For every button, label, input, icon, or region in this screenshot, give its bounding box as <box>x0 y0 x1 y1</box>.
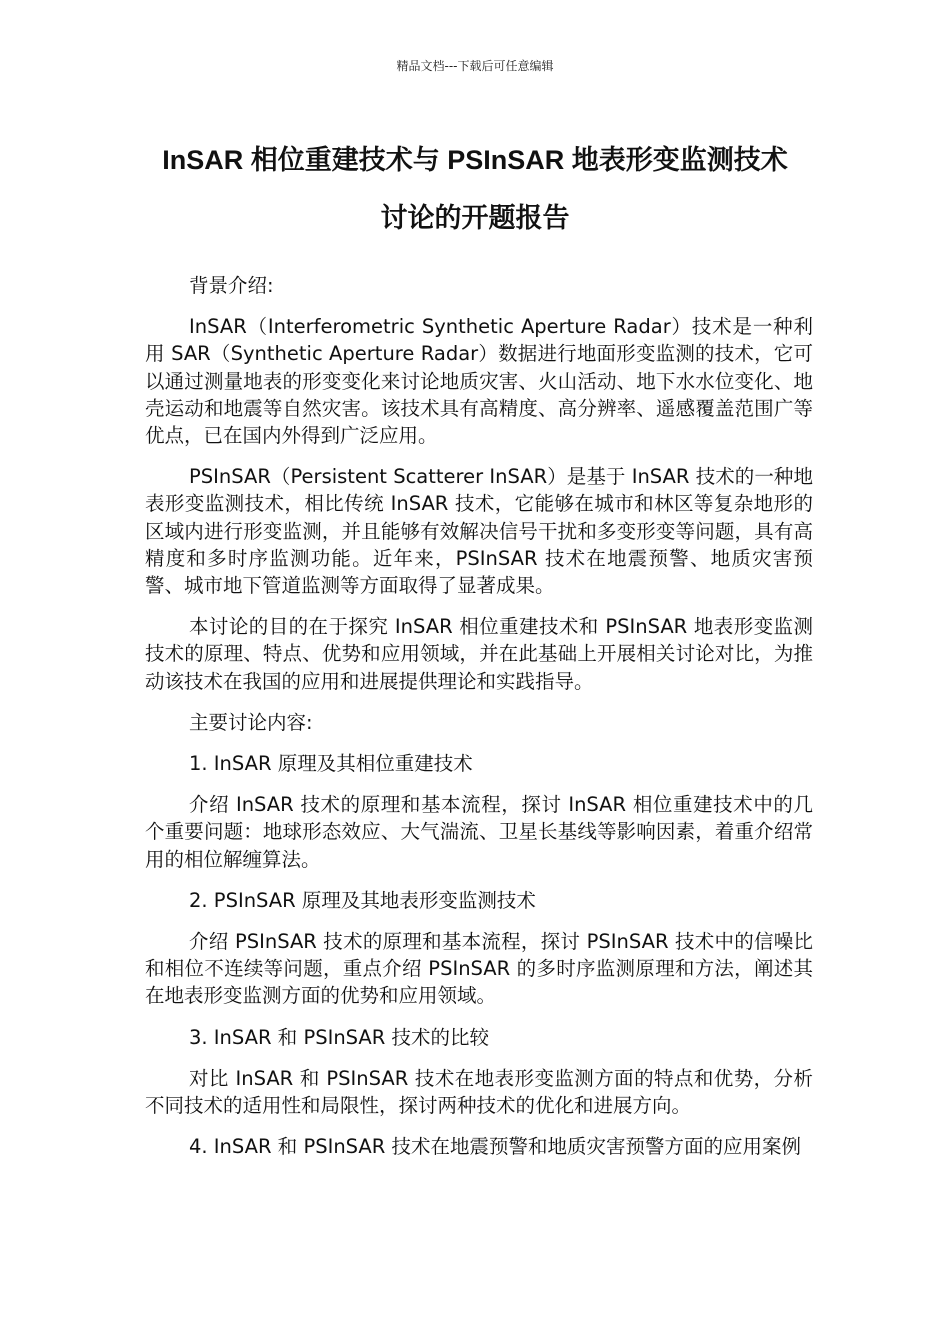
document-body <box>145 272 813 1174</box>
paragraph-psinsar-intro: PSInSAR（Persistent Scatterer InSAR）是基于 InSAR 技术的一种地表形变监测技术，相比传统 InSAR 技术，它能够在城市和林区等复杂地形的区域内进行形变监测，并且能够有效解决信号干扰和多变形变等问题，具有高精度和多时序监测功能。近年来，PSInSAR 技术在地震预警、地质灾害预警、城市地下管道监测等方面取得了显著成果。 <box>145 465 813 598</box>
paragraph-purpose: 本讨论的目的在于探究 InSAR 相位重建技术和 PSInSAR 地表形变监测技术的原理、特点、优势和应用领域，并在此基础上开展相关讨论对比，为推动该技术在我国的应用和进展提供理论和实践指导。 <box>145 615 813 693</box>
section-heading-main-content: 主要讨论内容: <box>189 710 313 734</box>
item-paragraph-3: 对比 InSAR 和 PSInSAR 技术在地表形变监测方面的特点和优势，分析不同技术的适用性和局限性，探讨两种技术的优化和进展方向。 <box>145 1066 813 1118</box>
item-paragraph-1: 介绍 InSAR 技术的原理和基本流程，探讨 InSAR 相位重建技术中的几个重要问题：地球形态效应、大气湍流、卫星长基线等影响因素，着重介绍常用的相位解缠算法。 <box>145 793 813 871</box>
header-note: 精品文档---下载后可任意编辑 <box>396 59 554 73</box>
item-heading-3: 3. InSAR 和 PSInSAR 技术的比较 <box>189 1025 490 1049</box>
item-paragraph-2: 介绍 PSInSAR 技术的原理和基本流程，探讨 PSInSAR 技术中的信噪比和相位不连续等问题，重点介绍 PSInSAR 的多时序监测原理和方法，阐述其在地表形变监测方面的优势和应用领域。 <box>145 930 813 1008</box>
item-heading-4: 4. InSAR 和 PSInSAR 技术在地震预警和地质灾害预警方面的应用案例 <box>189 1135 802 1159</box>
item-heading-1: 1. InSAR 原理及其相位重建技术 <box>189 752 473 776</box>
paragraph-insar-intro: InSAR（Interferometric Synthetic Aperture Radar）技术是一种利用 SAR（Synthetic Aperture Radar）数据进行地面形变监测的技术，它可以通过测量地表的形变变化来讨论地质灾害、火山活动、地下水水位变化、地壳运动和地震等自然灾害。该技术具有高精度、高分辨率、遥感覆盖范围广等优点，已在国内外得到广泛应用。 <box>145 315 813 448</box>
document-title-line-2: 讨论的开题报告 <box>380 203 570 233</box>
section-heading-background: 背景介绍: <box>189 274 274 297</box>
item-heading-2: 2. PSInSAR 原理及其地表形变监测技术 <box>189 888 536 912</box>
document-title-line-1: InSAR 相位重建技术与 PSInSAR 地表形变监测技术 <box>162 145 788 175</box>
